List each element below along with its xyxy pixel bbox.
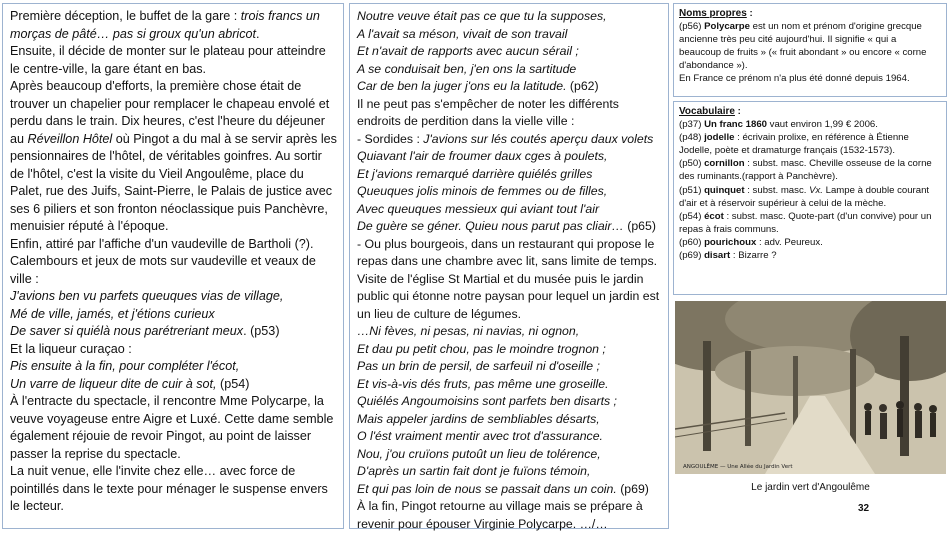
- text-run: Avec queuques messieux qui aviant tout l'air: [357, 201, 600, 216]
- text-run: (p62): [566, 79, 599, 93]
- paragraph: [357, 341, 662, 359]
- paragraph: [679, 118, 941, 131]
- vocabulary-heading-line: Vocabulaire :: [679, 106, 741, 117]
- paragraph: [357, 131, 662, 149]
- paragraph: [357, 26, 662, 44]
- text-run: Ensuite, il décide de monter sur le plateau pour atteindre le centre-ville, la gare étant en bas.: [10, 44, 326, 76]
- text-run: Noutre veuve était pas ce que tu la supposes,: [357, 9, 607, 23]
- paragraph: [10, 306, 337, 324]
- text-run: Polycarpe: [704, 21, 750, 33]
- paragraph: [357, 463, 662, 481]
- proper-names-box: [673, 3, 947, 97]
- garden-postcard-photo: [675, 301, 946, 474]
- text-run: (p65): [623, 219, 656, 233]
- text-run: (p69): [616, 481, 649, 496]
- paragraph: [357, 96, 662, 131]
- paragraph: [679, 210, 941, 236]
- text-run: Car de ben la juger j'ons eu la latitude.: [357, 79, 567, 93]
- text-run: vaut environ 1,99 € 2006.: [766, 119, 878, 131]
- text-run: Queuques jolis minois de femmes ou de filles,: [357, 184, 608, 198]
- text-run: Quiélés Angoumoisins sont parfets ben disarts ;: [357, 394, 617, 408]
- text-run: Il ne peut pas s'empêcher de noter les différents endroits de perdition dans la vielle ville :: [357, 96, 619, 128]
- text-run: En France ce prénom n'a plus été donné depuis 1964.: [679, 73, 910, 85]
- text-run: cornillon: [704, 158, 745, 170]
- text-run: Et dau pu petit chou, pas le moindre trognon ;: [357, 341, 606, 356]
- text-run: est un nom et prénom d'origine grecque ancienne très peu cité aujourd'hui. Il signifie « qui a beaucoup de fruits » (« fruit abondant » ou encore « corne d'abondance »).: [679, 21, 927, 72]
- text-run: Vx.: [809, 184, 823, 196]
- paragraph: [357, 61, 662, 79]
- text-column-left: [2, 3, 344, 529]
- paragraph: [679, 72, 941, 85]
- text-run: La nuit venue, elle l'invite chez elle… avec force de pointillés dans le texte pour ménager le suspense envers le lecteur.: [10, 464, 328, 513]
- paragraph: [679, 184, 941, 210]
- paragraph: [10, 463, 337, 516]
- paragraph: [10, 78, 337, 236]
- text-run: (p51): [679, 184, 705, 196]
- paragraph: [10, 236, 337, 289]
- text-run: . (p53): [243, 324, 280, 338]
- text-run: : subst. masc. Cheville osseuse de la corne des ruminants.(rapport à Panchèvre).: [679, 158, 932, 183]
- text-run: J'avions ben vu parfets queuques vias de village,: [10, 289, 284, 303]
- text-run: : écrivain prolixe, en référence à Étienne Jodelle, poète et dramaturge français (1532-1573).: [679, 132, 909, 157]
- text-run: Et n'avait de rapports avec aucun sérail ;: [357, 44, 579, 58]
- text-run: : subst. masc. Quote-part (d'un convive) pour un repas à frais communs.: [679, 210, 932, 235]
- paragraph: [10, 376, 337, 394]
- text-run: Pis ensuite à la fin, pour compléter l'écot,: [10, 359, 240, 373]
- text-run: Un varre de liqueur dite de cuir à sot,: [10, 376, 217, 391]
- text-run: D'après un sartin fait dont je fuïons témoin,: [357, 464, 591, 478]
- paragraph: [357, 411, 662, 429]
- text-run: (p50): [679, 158, 705, 170]
- text-run: (p37): [679, 119, 705, 131]
- proper-names-heading: Noms propres: [679, 8, 747, 19]
- paragraph: [10, 288, 337, 306]
- paragraph: [357, 498, 662, 533]
- text-run: (p54): [216, 376, 250, 391]
- text-run: J'avions sur lés coutés aperçu daux volets: [423, 131, 654, 146]
- text-run: : adv. Peureux.: [756, 236, 823, 248]
- text-run: Visite de l'église St Martial et du musée puis le jardin public qui étonne notre paysan pour lequel un jardin est un lieu de culture de légumes.: [357, 271, 660, 321]
- text-run: jodelle: [704, 132, 735, 144]
- proper-names-body: [679, 20, 941, 85]
- text-run: A l'avait sa méson, vivait de son travail: [357, 26, 568, 41]
- vocabulary-heading: Vocabulaire: [679, 106, 735, 117]
- text-run: Mais appeler jardins de sembliables désarts,: [357, 411, 600, 426]
- text-run: où Pingot a du mal à se servir après les pensionnaires de l'hôtel, de véritables goinfres. Au sortir de l'hôtel, c'est la visite du Vieil Angoulême, place du Palet, rue des Juifs, Saint-Pierre, le Palais de justice avec ses 6 piliers et son fronton néoclassique puis Panchèvre, menuisier réputé à l'époque.: [10, 131, 337, 233]
- paragraph: [679, 236, 941, 249]
- text-run: .: [256, 26, 260, 41]
- text-run: pourichoux: [704, 236, 757, 248]
- paragraph: [357, 201, 662, 219]
- text-run: - Ou plus bourgeois, dans un restaurant qui propose le repas dans une chambre avec lit, sans limite de temps.: [357, 236, 658, 268]
- text-run: Enfin, attiré par l'affiche d'un vaudeville de Bartholi (?). Calembours et jeux de mots sur vaudeville et veaux de ville :: [10, 236, 316, 286]
- text-run: À l'entracte du spectacle, il rencontre Mme Polycarpe, la veuve voyageuse entre Aigre et Luxé. Cette dame semble également réjouie de revoir Pingot, au point de laisser passer la reprise du spectacle.: [10, 394, 334, 461]
- paragraph: [357, 271, 662, 324]
- text-run: trois francs un morças de pâté… pas si groux qu'un abricot: [10, 9, 320, 41]
- paragraph: [10, 43, 337, 78]
- text-run: (p69): [679, 250, 705, 262]
- text-run: Mé de ville, jamés, et j'étions curieux: [10, 306, 215, 321]
- text-column-middle: [349, 3, 669, 529]
- paragraph: [357, 376, 662, 394]
- vocabulary-body: [679, 118, 941, 262]
- text-run: (p48): [679, 132, 705, 144]
- text-run: Et j'avions remarqué darrière quiélés grilles: [357, 166, 593, 181]
- paragraph: [10, 393, 337, 463]
- text-run: Un franc 1860: [704, 119, 767, 131]
- paragraph: [679, 131, 941, 157]
- paragraph: [357, 183, 662, 201]
- text-run: Et vis-à-vis dés fruts, pas même une groseille.: [357, 376, 609, 391]
- text-run: Après beaucoup d'efforts, la première chose était de trouver un chapelier pour remplacer le chapeau envolé et perdu dans le train. Dix heures, c'est l'heure du déjeuner au: [10, 79, 330, 146]
- paragraph: [357, 148, 662, 166]
- paragraph: [357, 323, 662, 341]
- text-run: Première déception, le buffet de la gare :: [10, 9, 241, 23]
- text-run: Nou, j'ou cruïons putoût un lieu de tolérence,: [357, 446, 601, 461]
- text-run: (p60): [679, 236, 705, 248]
- paragraph: [357, 43, 662, 61]
- text-run: quinquet: [704, 184, 745, 196]
- postcard-illustration: [675, 301, 946, 474]
- page-number: 32: [858, 503, 870, 514]
- text-run: - Sordides :: [357, 131, 424, 146]
- text-run: De saver si quiélà nous parétreriant meux: [10, 324, 244, 338]
- paragraph: [679, 249, 941, 262]
- paragraph: [357, 393, 662, 411]
- paragraph: [10, 323, 337, 341]
- text-run: (p56): [679, 21, 705, 33]
- text-run: écot: [704, 210, 724, 222]
- paragraph: [10, 341, 337, 359]
- text-run: : subst. masc.: [744, 184, 810, 196]
- text-run: Réveillon Hôtel: [27, 131, 113, 146]
- text-run: Et la liqueur curaçao :: [10, 341, 132, 356]
- proper-names-heading-line: Noms propres :: [679, 8, 753, 19]
- paragraph: [357, 358, 662, 376]
- paragraph: [357, 481, 662, 499]
- text-run: O l'ést vraiment mentir avec trot d'assurance.: [357, 429, 603, 443]
- paragraph: [357, 428, 662, 446]
- paragraph: [10, 358, 337, 376]
- text-run: disart: [704, 250, 731, 262]
- text-run: Et qui pas loin de nous se passait dans un coin.: [357, 481, 617, 496]
- text-run: (p54): [679, 210, 705, 222]
- paragraph: [357, 78, 662, 96]
- text-run: A se conduisait ben, j'en ons la sartitude: [357, 61, 577, 76]
- text-run: …Ni fèves, ni pesas, ni navias, ni ognon,: [357, 324, 580, 338]
- text-run: Quiavant l'air de froumer daux cges à poulets,: [357, 149, 608, 163]
- paragraph: [357, 218, 662, 236]
- paragraph: [679, 20, 941, 72]
- text-run: De guère se géner. Quieu nous parut pas cliair…: [357, 219, 624, 233]
- postcard-printed-caption: ANGOULÊME — Une Allée du Jardin Vert: [683, 464, 793, 470]
- text-run: À la fin, Pingot retourne au village mais se prépare à revenir pour épouser Virginie Polycarpe. …/…: [357, 499, 643, 531]
- text-run: Lampe à double courant d'air et à réservoir supérieur à celui de la mèche.: [679, 184, 930, 209]
- paragraph: [357, 236, 662, 271]
- text-run: : Bizarre ?: [730, 250, 777, 262]
- paragraph: [357, 446, 662, 464]
- paragraph: [679, 157, 941, 183]
- photo-caption: Le jardin vert d'Angoulême: [751, 482, 870, 493]
- vocabulary-box: [673, 101, 947, 295]
- text-run: Pas un brin de persil, de sarfeuil ni d'oseille ;: [357, 359, 600, 373]
- paragraph: [357, 166, 662, 184]
- paragraph: [357, 8, 662, 26]
- paragraph: [10, 8, 337, 43]
